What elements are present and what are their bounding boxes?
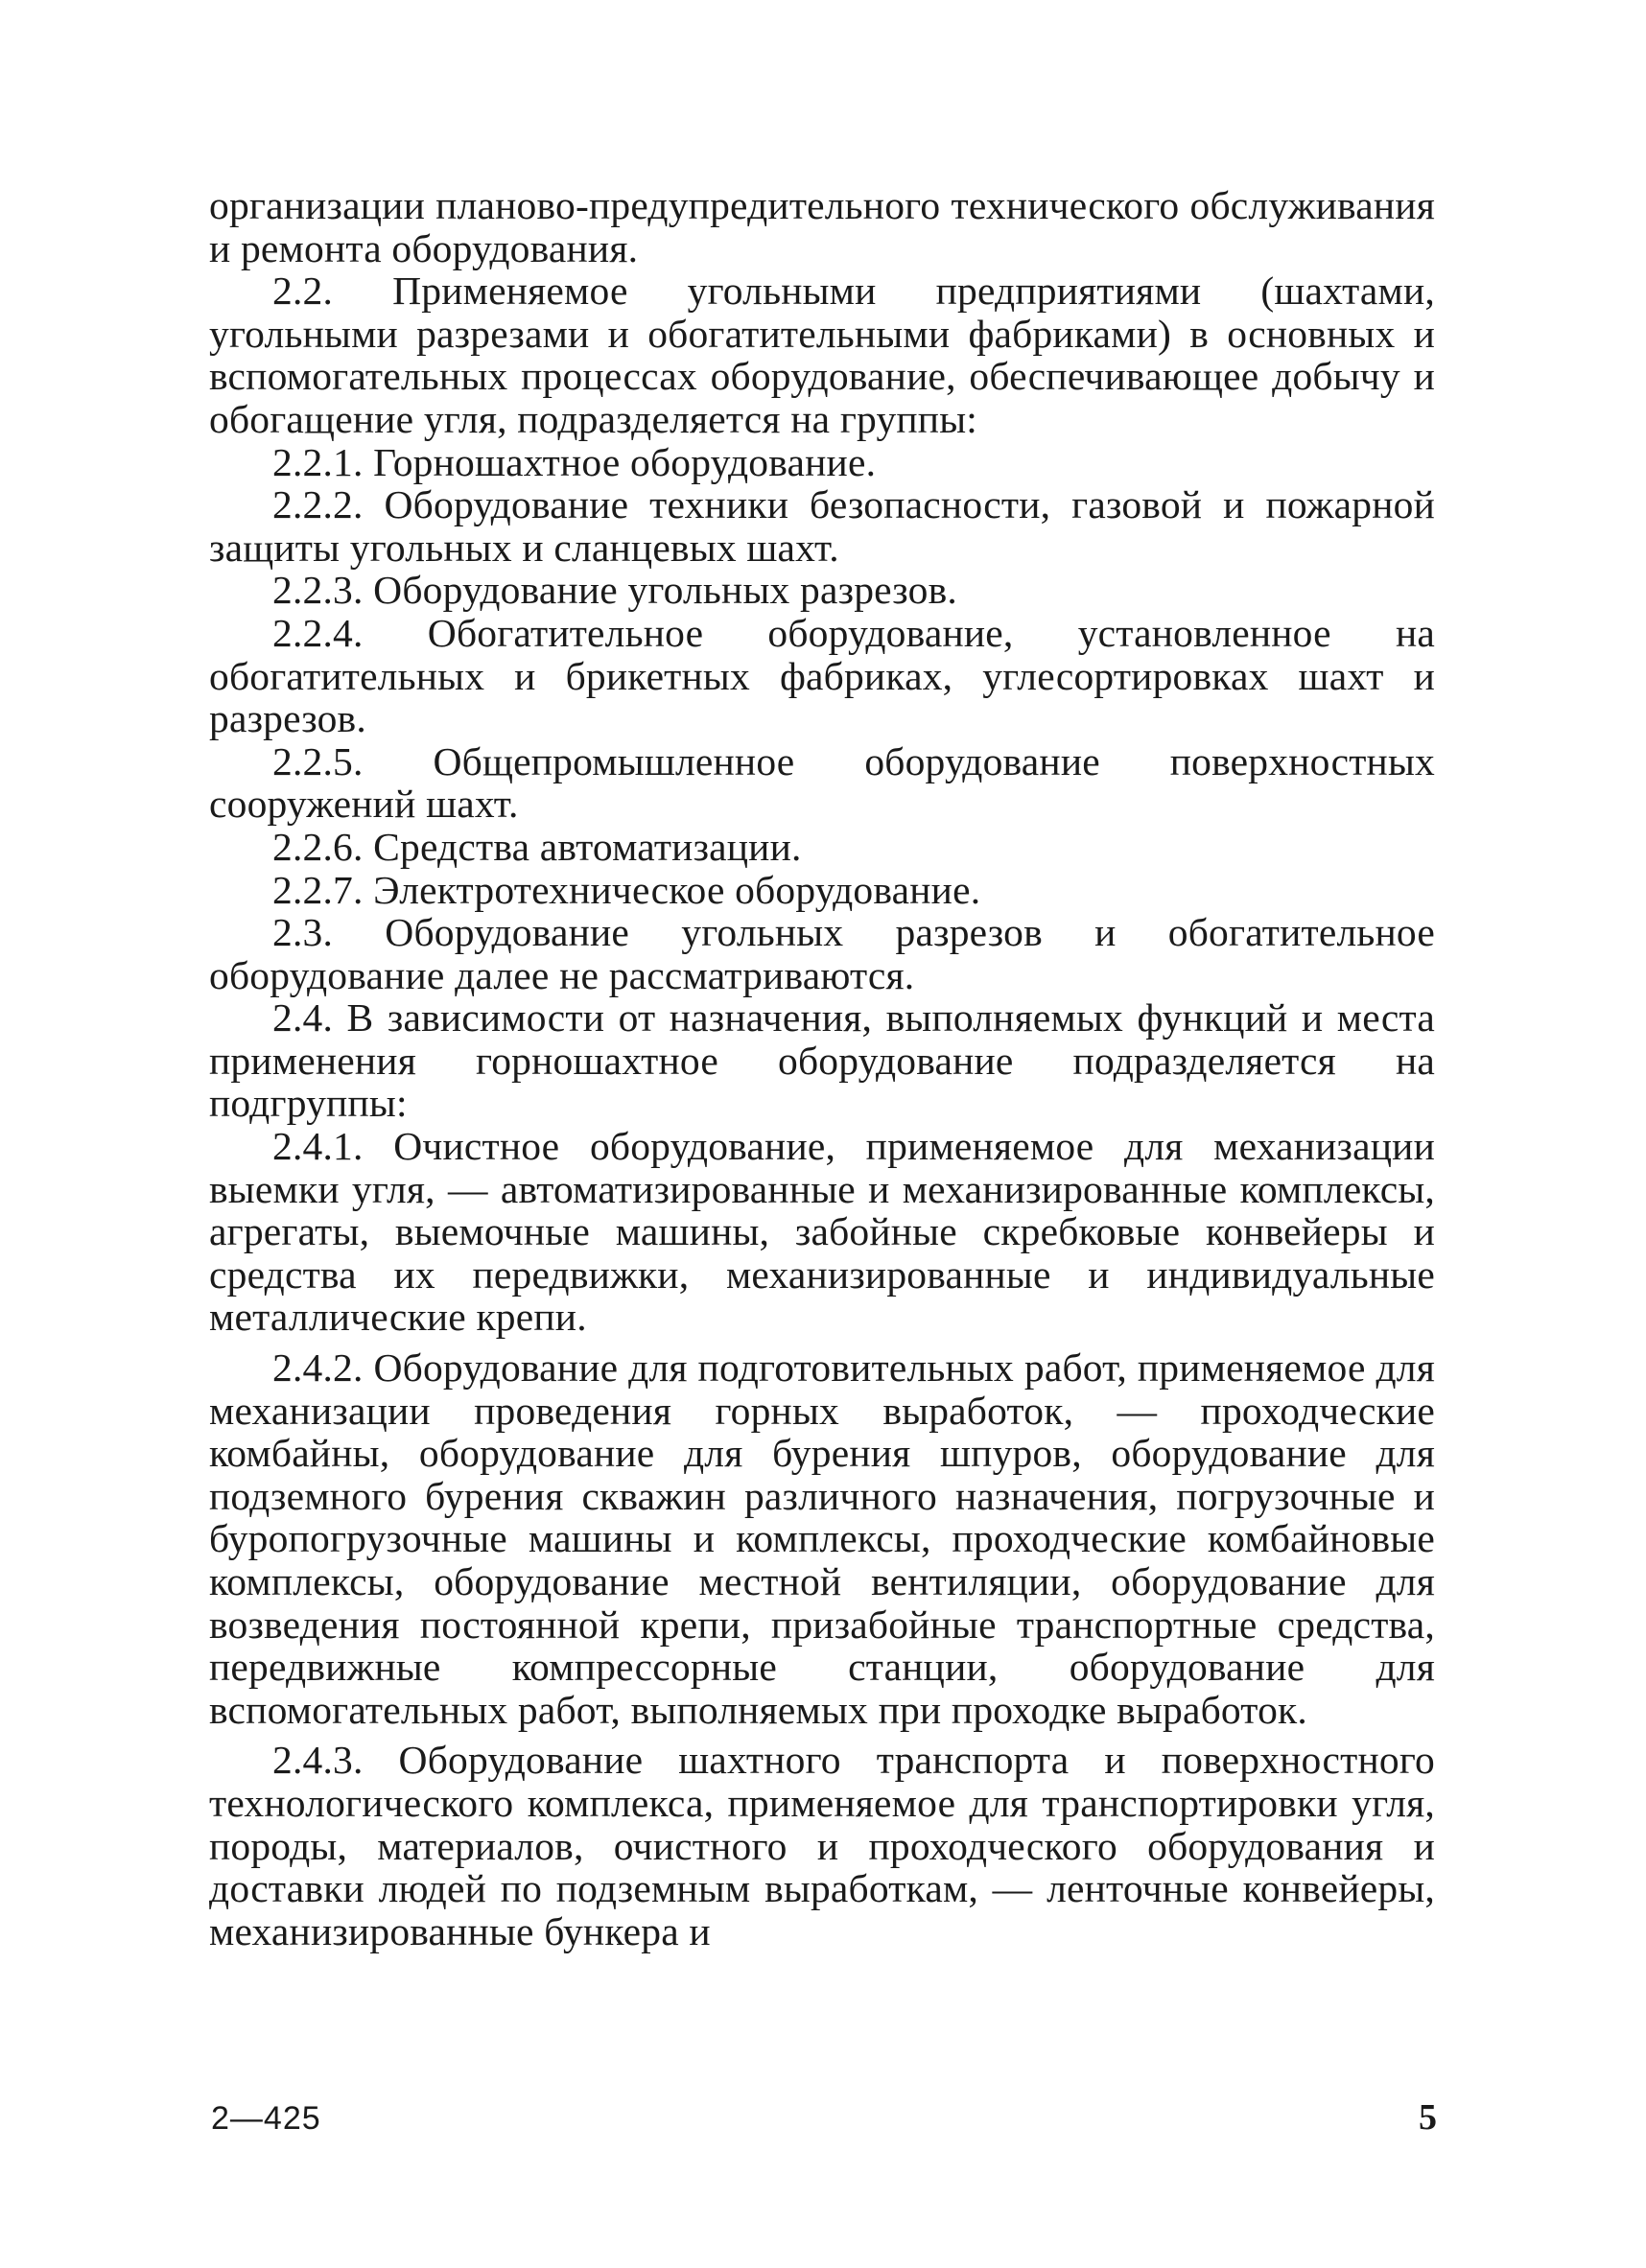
body-text	[209, 184, 1435, 1952]
paragraph-2-3: 2.3. Оборудование угольных разрезов и обогатительное оборудование далее не рассматриваются.	[209, 910, 1435, 997]
paragraph-2-2-5: 2.2.5. Общепромышленное оборудование поверхностных сооружений шахт.	[209, 738, 1435, 827]
paragraph-2-2-2: 2.2.2. Оборудование техники безопасности, газовой и пожарной защиты угольных и сланцевых шахт.	[209, 482, 1435, 570]
paragraph-2-4-2: 2.4.2. Оборудование для подготовительных работ, применяемое для механизации проведения горных выработок, — проходческие комбайны, оборудование для бурения шпуров, оборудование для подземного бурения скважин различного назначения, погрузочные и буропогрузочные машины и комплексы, проходческие комбайновые комплексы, оборудование местной вентиляции, оборудование для возведения постоянной крепи, призабойные транспортные средства, передвижные компрессорные станции, оборудование для вспомогательных работ, выполняемых при проходке выработок.	[209, 1345, 1435, 1732]
paragraph-2-4-1: 2.4.1. Очистное оборудование, применяемое для механизации выемки угля, — автоматизированные и механизированные комплексы, агрегаты, выемочные машины, забойные скребковые конвейеры и средства их передвижки, механизированные и индивидуальные металлические крепи.	[209, 1124, 1435, 1340]
paragraph-2-2-1: 2.2.1. Горношахтное оборудование.	[272, 439, 877, 484]
printer-signature: 2—425	[211, 2100, 321, 2137]
paragraph-2-2-3: 2.2.3. Оборудование угольных разрезов.	[272, 568, 957, 613]
paragraph-2-2-6: 2.2.6. Средства автоматизации.	[272, 824, 802, 869]
paragraph-2-2-4: 2.2.4. Обогатительное оборудование, установленное на обогатительных и брикетных фабриках, углесортировках шахт и разрезов.	[209, 610, 1435, 741]
page-number: 5	[1419, 2097, 1437, 2138]
paragraph-2-2: 2.2. Применяемое угольными предприятиями (шахтами, угольными разрезами и обогатительными фабриками) в основных и вспомогательных процессах оборудование, обеспечивающее добычу и обогащение угля, подразделяется на группы:	[209, 269, 1435, 441]
paragraph-2-4-3: 2.4.3. Оборудование шахтного транспорта и поверхностного технологического комплекса, применяемое для транспортировки угля, породы, материалов, очистного и проходческого оборудования и доставки людей по подземным выработкам, — ленточные конвейеры, механизированные бункера и	[209, 1738, 1435, 1953]
paragraph-continuation: организации планово-предупредительного технического обслуживания и ремонта оборудования.	[209, 183, 1435, 270]
paragraph-2-4: 2.4. В зависимости от назначения, выполняемых функций и места применения горношахтное оборудование подразделяется на подгруппы:	[209, 995, 1435, 1126]
paragraph-2-2-7: 2.2.7. Электротехническое оборудование.	[272, 867, 981, 912]
